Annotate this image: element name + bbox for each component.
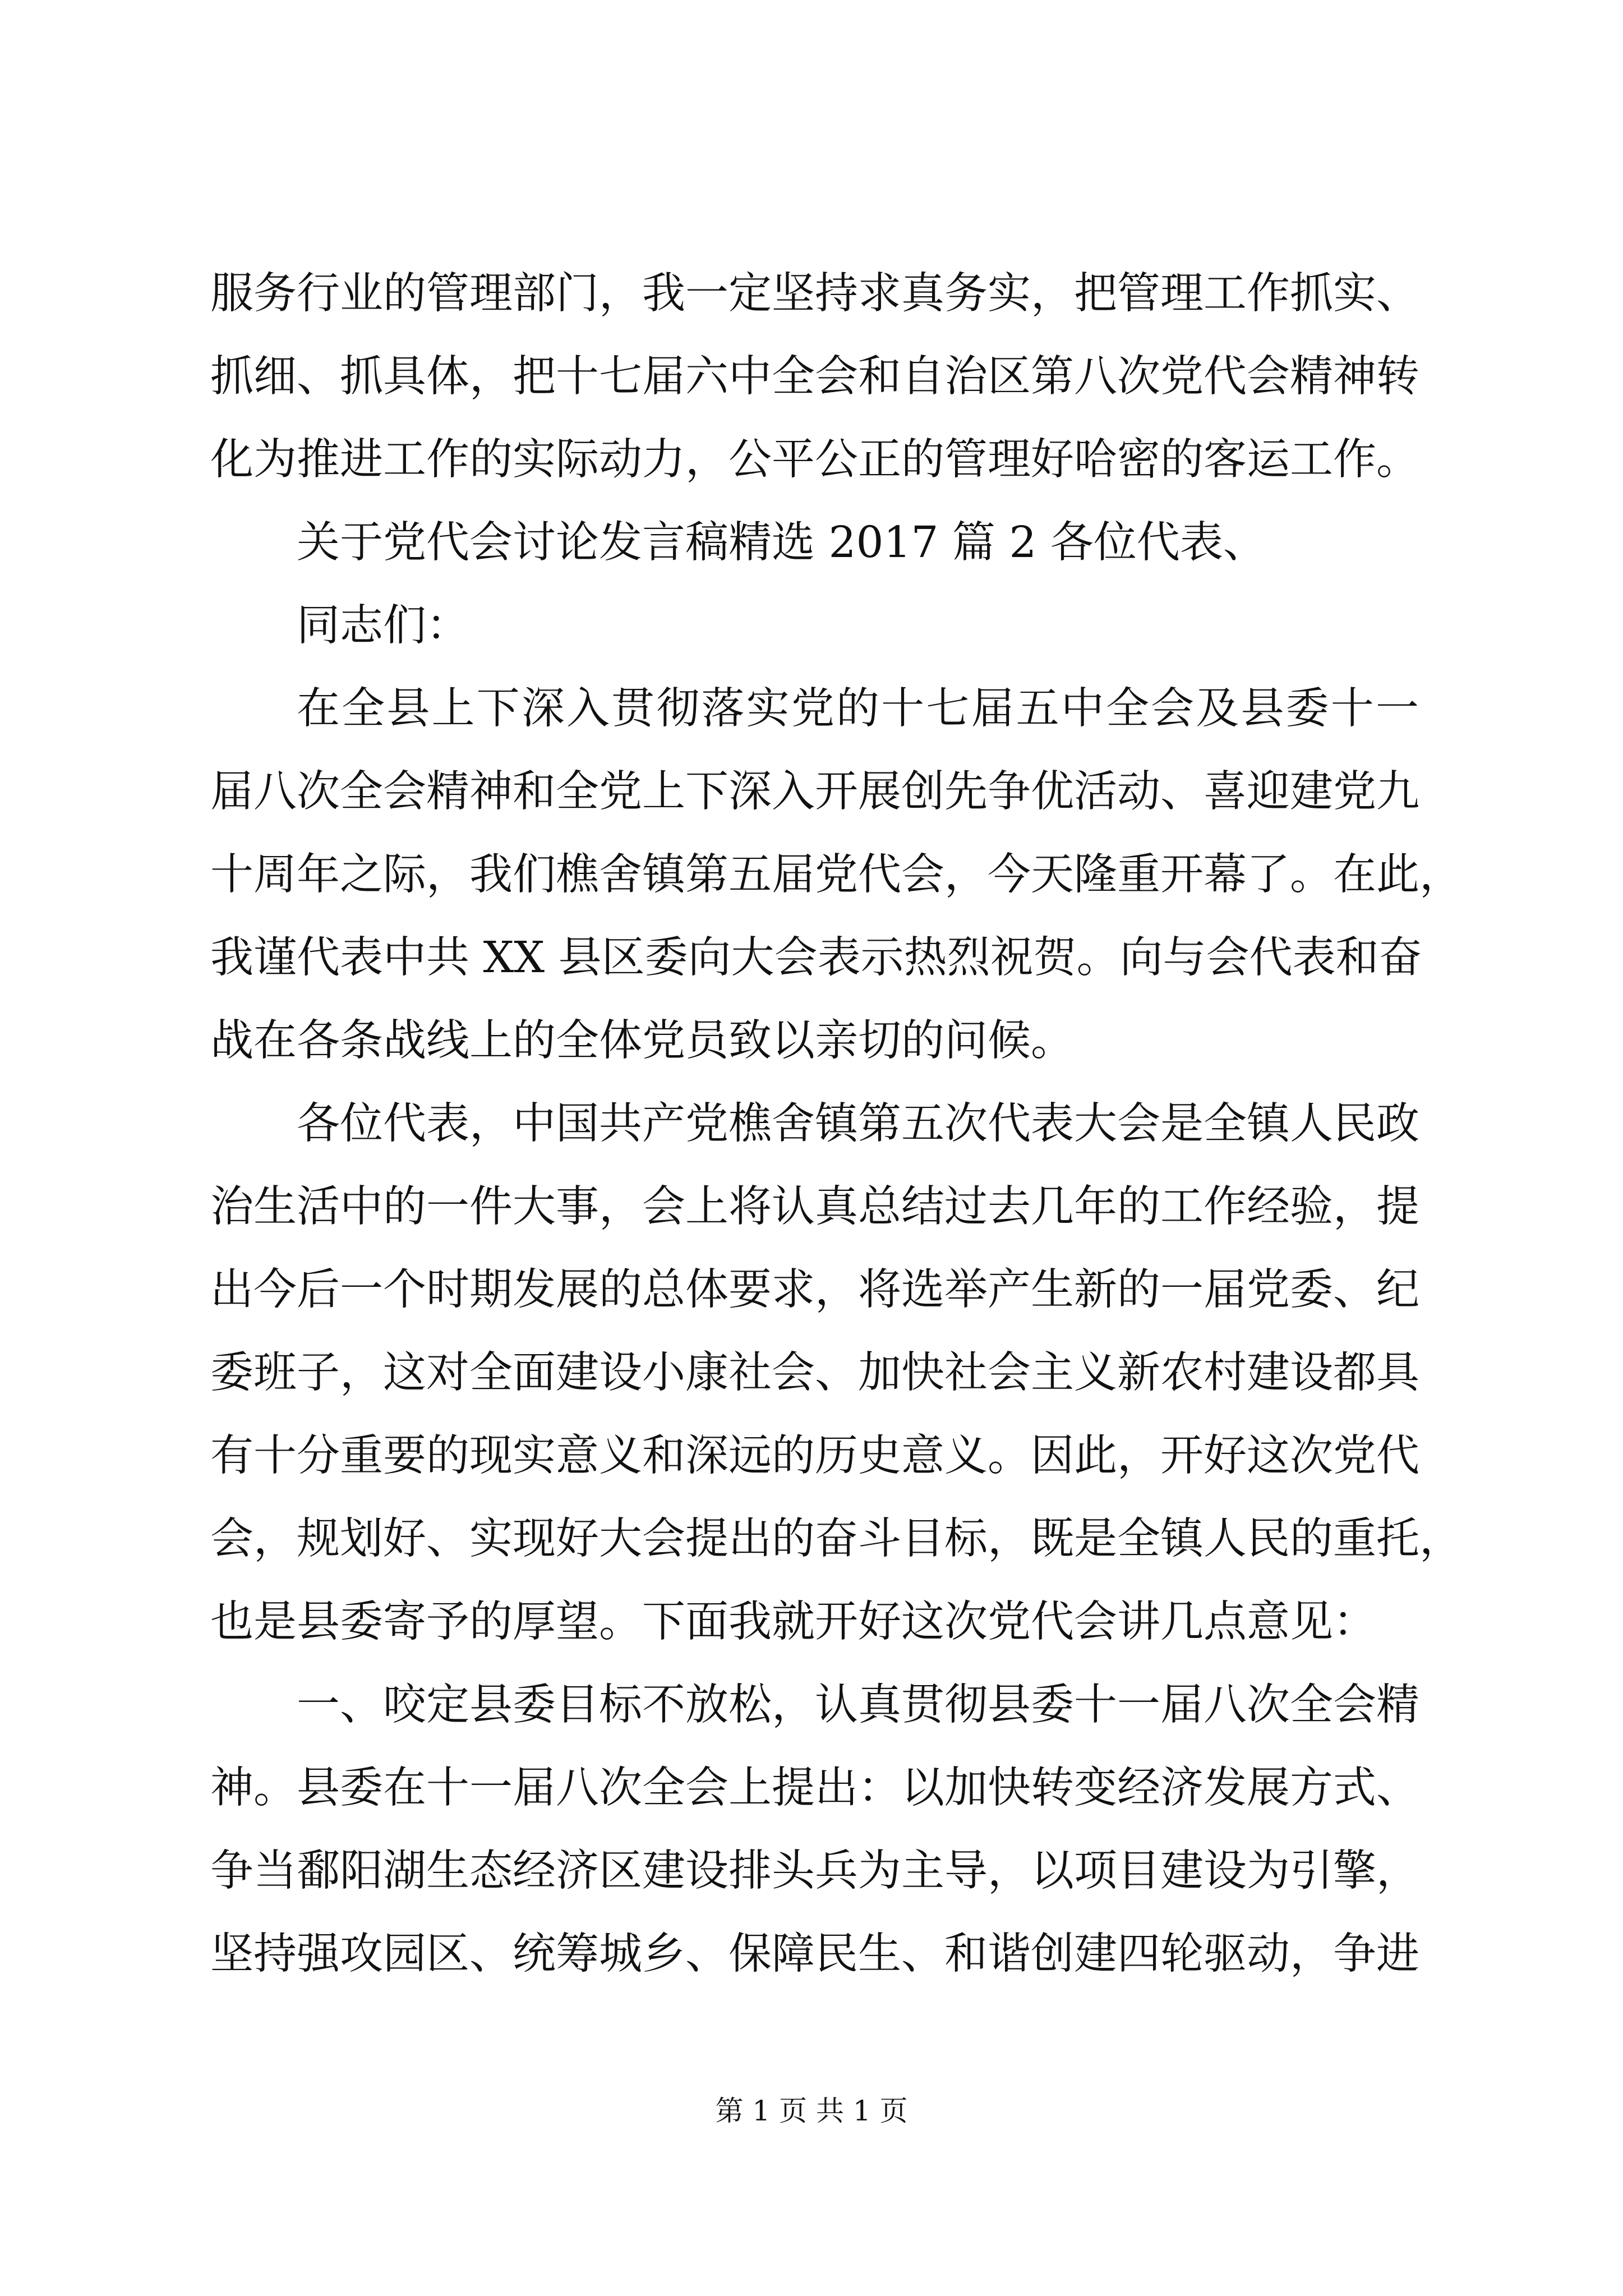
text-line: 治生活中的一件大事，会上将认真总结过去几年的工作经验，提 (210, 1182, 1419, 1232)
section-heading-line: 关于党代会讨论发言稿精选 2017 篇 2 各位代表、 (297, 518, 1266, 568)
text-line: 争当鄱阳湖生态经济区建设排头兵为主导，以项目建设为引擎， (210, 1846, 1419, 1896)
text-line: 有十分重要的现实意义和深远的历史意义。因此，开好这次党代 (210, 1431, 1419, 1481)
text-line: 出今后一个时期发展的总体要求，将选举产生新的一届党委、纪 (210, 1265, 1419, 1315)
text-line: 十周年之际，我们樵舍镇第五届党代会，今天隆重开幕了。在此， (210, 850, 1463, 900)
salutation-line: 同志们： (297, 601, 469, 651)
text-line: 我谨代表中共 XX 县区委向大会表示热烈祝贺。向与会代表和奋 (210, 933, 1422, 983)
text-line: 一、咬定县委目标不放松，认真贯彻县委十一届八次全会精 (297, 1680, 1419, 1730)
page-footer: 第 1 页 共 1 页 (715, 2095, 908, 2127)
text-line: 会，规划好、实现好大会提出的奋斗目标，既是全镇人民的重托， (210, 1514, 1463, 1564)
text-line: 坚持强攻园区、统筹城乡、保障民生、和谐创建四轮驱动，争进 (210, 1929, 1419, 1979)
text-line: 战在各条战线上的全体党员致以亲切的问候。 (210, 1016, 1074, 1066)
text-line: 各位代表，中国共产党樵舍镇第五次代表大会是全镇人民政 (297, 1099, 1419, 1149)
text-line: 神。县委在十一届八次全会上提出：以加快转变经济发展方式、 (210, 1763, 1419, 1813)
text-line: 届八次全会精神和全党上下深入开展创先争优活动、喜迎建党九 (210, 767, 1419, 817)
text-line: 也是县委寄予的厚望。下面我就开好这次党代会讲几点意见： (210, 1597, 1376, 1647)
text-line: 委班子，这对全面建设小康社会、加快社会主义新农村建设都具 (210, 1348, 1419, 1398)
text-line: 抓细、抓具体，把十七届六中全会和自治区第八次党代会精神转 (210, 352, 1419, 402)
text-line: 化为推进工作的实际动力，公平公正的管理好哈密的客运工作。 (210, 435, 1419, 485)
text-line: 服务行业的管理部门，我一定坚持求真务实，把管理工作抓实、 (210, 269, 1419, 319)
text-line: 在全县上下深入贯彻落实党的十七届五中全会及县委十一 (297, 684, 1419, 734)
document-body (210, 252, 1463, 1996)
